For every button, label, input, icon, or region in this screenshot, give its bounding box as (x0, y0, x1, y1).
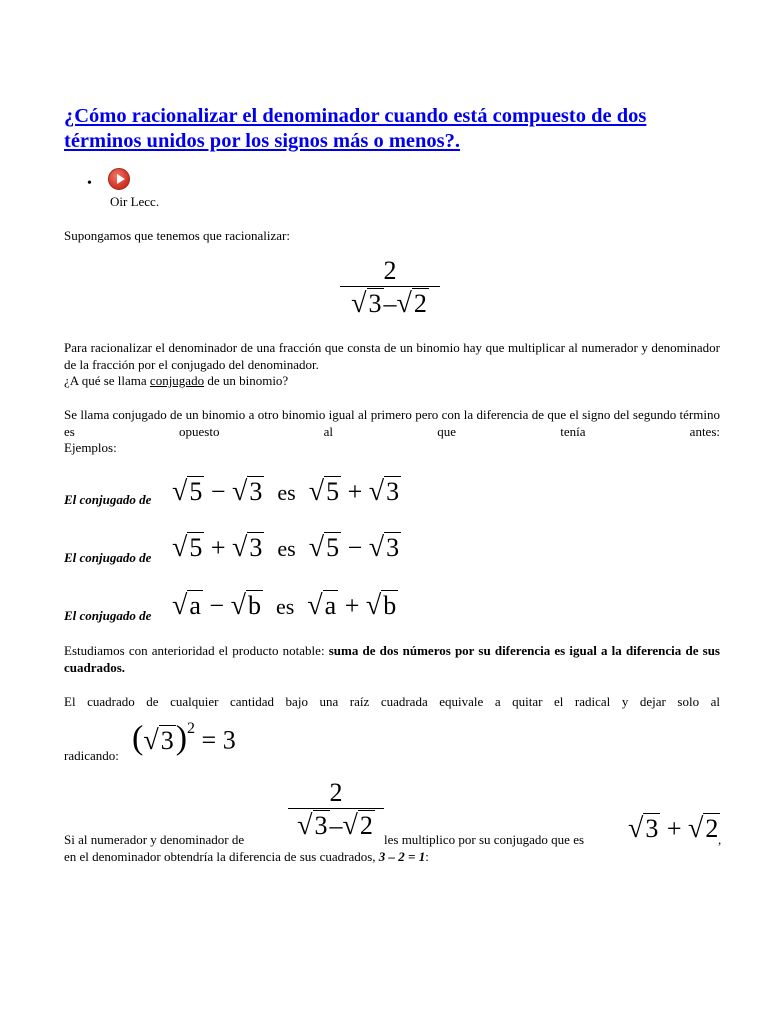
multiply-text-mid: les multiplico por su conjugado que es (384, 832, 585, 847)
result-line: en el denominador obtendría la diferencia de sus cuadrados, 3 – 2 = 1: (64, 849, 429, 864)
audio-label[interactable]: Oir Lecc. (110, 194, 160, 209)
fraction-denominator: √3–√2 (340, 286, 440, 319)
lesson-title[interactable]: ¿Cómo racionalizar el denominador cuando está compuesto de dos términos unidos por los signos más o menos?. (64, 105, 647, 152)
explanation-paragraph: Para racionalizar el denominador de una fracción que consta de un binomio hay que multiplicar al numerador y denominador de la fracción por el conjugado del denominador. (64, 340, 720, 372)
fraction2-denominator: √3–√2 (288, 808, 384, 841)
product-paragraph: Estudiamos con anterioridad el producto notable: suma de dos números por su diferencia es igual a la diferencia de sus cuadrados. (64, 643, 720, 675)
fraction-expression-2 (288, 778, 384, 841)
conjugate-expression: √3 + √2 (628, 813, 719, 844)
question-line: ¿A qué se llama conjugado de un binomio? (64, 373, 289, 388)
definition-paragraph: Se llama conjugado de un binomio a otro binomio igual al primero pero con la diferencia de que el signo del segundo término es opuesto al que tenía antes: (64, 407, 720, 439)
examples-label: Ejemplos: (64, 440, 117, 455)
play-icon[interactable] (108, 168, 130, 190)
conjugado-link[interactable]: conjugado (149, 373, 205, 388)
intro-text: Supongamos que tenemos que racionalizar: (64, 228, 290, 243)
multiply-text-start: Si al numerador y denominador de (64, 832, 245, 847)
example-label-3: El conjugado de (64, 608, 152, 623)
example-label-1: El conjugado de (64, 492, 152, 507)
list-bullet: • (87, 176, 92, 191)
example-expression-1: √5 − √3 es √5 + √3 (172, 476, 400, 507)
multiply-text-end: , (718, 832, 722, 847)
example-label-2: El conjugado de (64, 550, 152, 565)
square-paragraph: El cuadrado de cualquier cantidad bajo una raíz cuadrada equivale a quitar el radical y dejar solo al (64, 694, 720, 709)
example-expression-2: √5 + √3 es √5 − √3 (172, 532, 400, 563)
radicando-label: radicando: (64, 748, 119, 763)
fraction-numerator: 2 (383, 256, 397, 285)
fraction-expression (340, 256, 440, 319)
example-expression-3: √a − √b es √a + √b (172, 590, 397, 621)
square-expression: $(√3)^2 = 3$ (132, 719, 236, 757)
fraction2-numerator: 2 (329, 778, 343, 807)
